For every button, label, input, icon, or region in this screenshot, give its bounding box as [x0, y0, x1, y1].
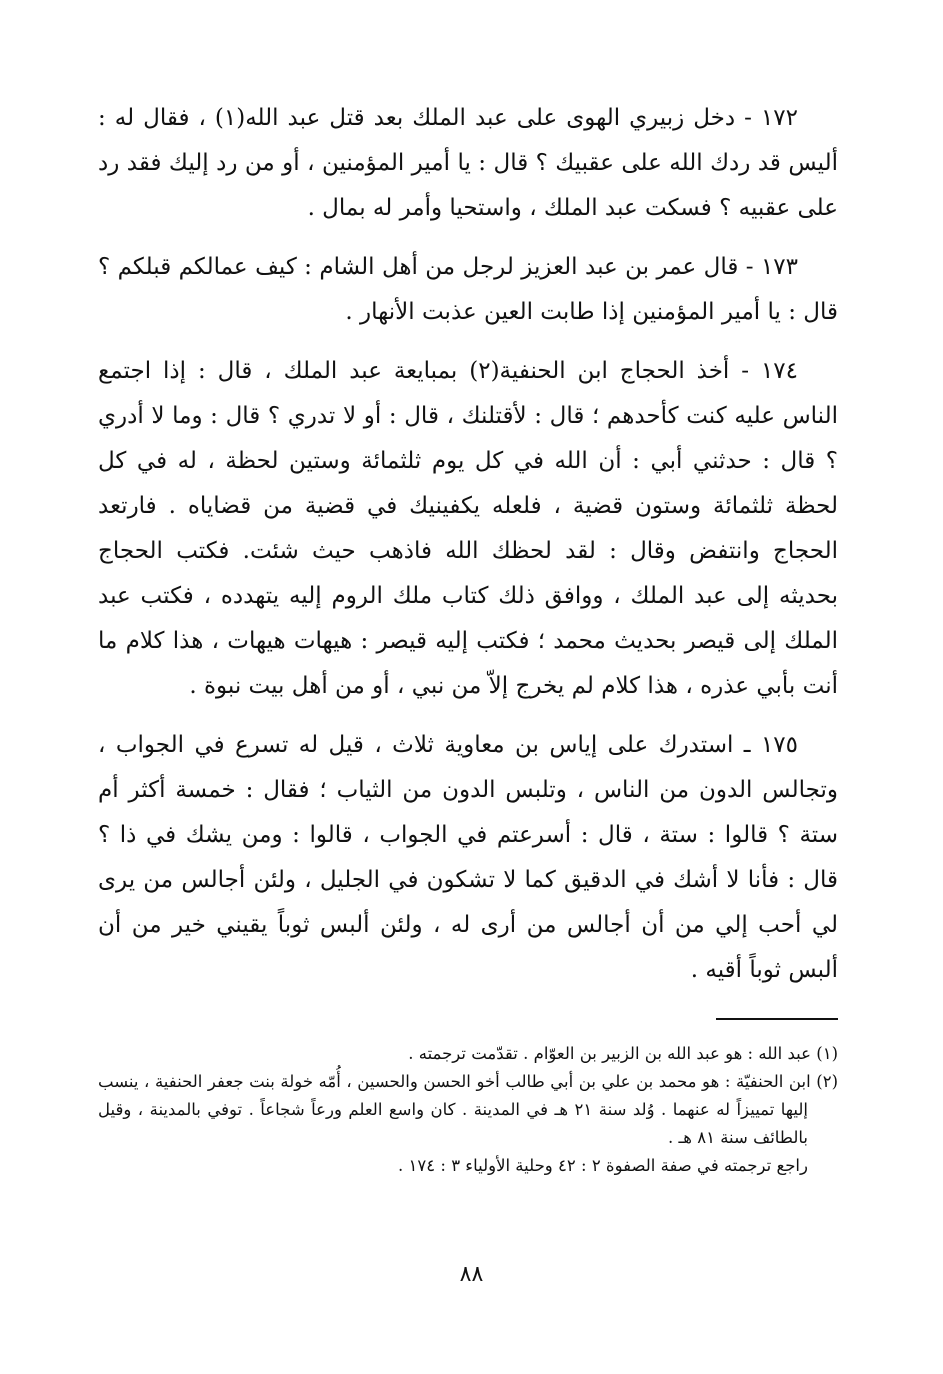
- footnote-separator: [716, 1018, 838, 1020]
- footnote-1: (١) عبد الله : هو عبد الله بن الزبير بن العوّام . تقدّمت ترجمته .: [408, 1044, 838, 1063]
- page-number: ٨٨: [459, 1262, 484, 1287]
- paragraph-172: ١٧٢ - دخل زبيري الهوى على عبد الملك بعد قتل عبد الله(١) ، فقال له : أليس قد ردك الله على عقبيك ؟ قال : يا أمير المؤمنين ، أو من رد إليك فقد رد على عقبيه ؟ فسكت عبد الملك ، واستحيا وأمر له بمال .: [98, 105, 838, 221]
- paragraph-173: ١٧٣ - قال عمر بن عبد العزيز لرجل من أهل الشام : كيف عمالكم قبلكم ؟ قال : يا أمير المؤمنين إذا طابت العين عذبت الأنهار .: [98, 254, 838, 325]
- footnotes: [98, 1040, 838, 1180]
- paragraph-174: ١٧٤ - أخذ الحجاج ابن الحنفية(٢) بمبايعة عبد الملك ، قال : إذا اجتمع الناس عليه كنت كأحدهم ؛ قال : لأقتلنك ، قال : أو لا تدري ؟ قال : وما لا أدري ؟ قال : حدثني أبي : أن الله في كل يوم ثلثمائة وستين لحظة ، له في كل لحظة ثلثمائة وستون قضية ، فلعله يكفينيك في قضية من قضاياه . فارتعد الحجاج وانتفض وقال : لقد لحظك الله فاذهب حيث شئت. فكتب الحجاج بحديثه إلى عبد الملك ، ووافق ذلك كتاب ملك الروم إليه يتهدده ، فكتب عبد الملك إلى قيصر بحديث محمد ؛ فكتب إليه قيصر : هيهات هيهات ، هذا كلام ما أنت بأبي عذره ، هذا كلام لم يخرج إلاّ من نبي ، أو من أهل بيت نبوة .: [98, 358, 838, 699]
- paragraph-175: ١٧٥ ـ استدرك على إياس بن معاوية ثلاث ، قيل له تسرع في الجواب ، وتجالس الدون من الناس ، وتلبس الدون من الثياب ؛ فقال : خمسة أكثر أم ستة ؟ قالوا : ستة ، قال : أسرعتم في الجواب ، قالوا : ومن يشك في ذا ؟ قال : فأنا لا أشك في الدقيق كما لا تشكون في الجليل ، ولئن أجالس من يرى لي أحب إلي من أن أجالس من أرى له ، ولئن ألبس ثوباً يقيني خير من أن ألبس ثوباً أقيه .: [98, 732, 838, 983]
- main-text: [98, 96, 838, 1007]
- footnote-2-reference: راجع ترجمته في صفة الصفوة ٢ : ٤٢ وحلية الأولياء ٣ : ١٧٤ .: [398, 1156, 808, 1175]
- footnote-2: (٢) ابن الحنفيّة : هو محمد بن علي بن أبي طالب أخو الحسن والحسين ، أُمّه خولة بنت جعفر الحنفية ، ينسب إليها تمييزاً له عنهما . وُلد سنة ٢١ هـ في المدينة . كان واسع العلم ورعاً شجاعاً . توفي بالمدينة ، وقيل بالطائف سنة ٨١ هـ .: [98, 1072, 838, 1147]
